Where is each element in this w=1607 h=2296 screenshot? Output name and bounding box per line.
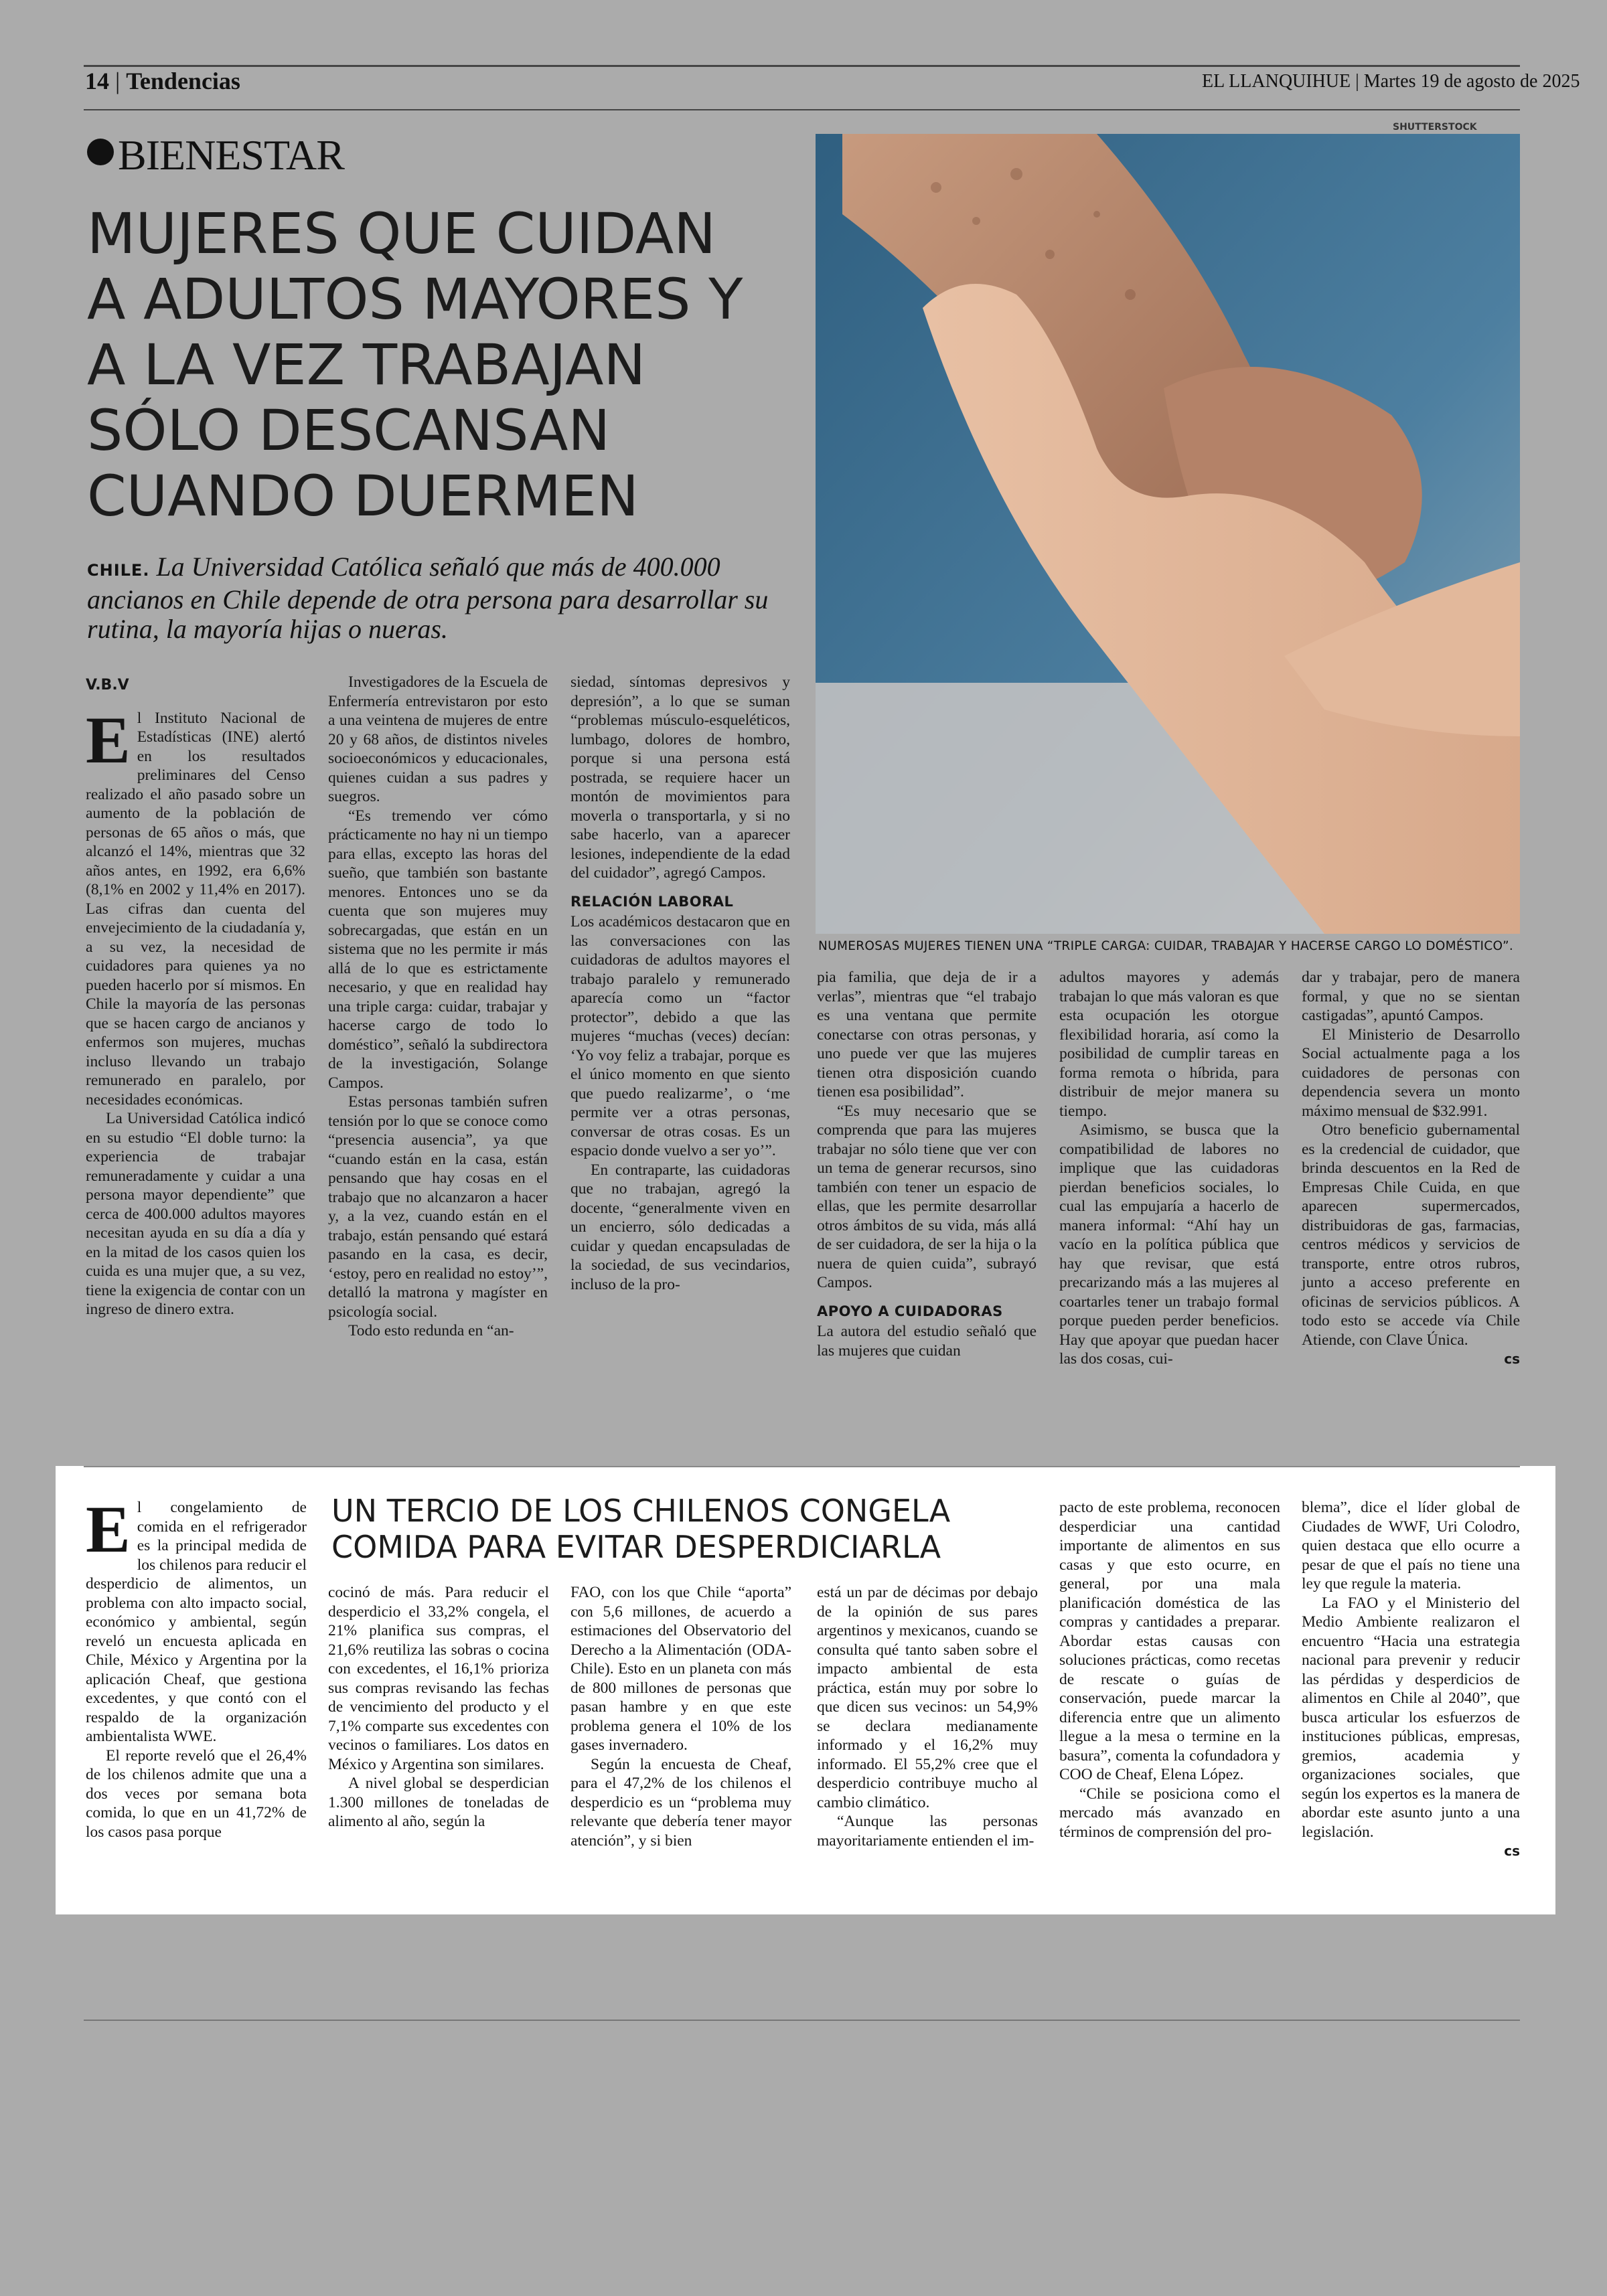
page-number: 14 <box>85 68 109 94</box>
dateline-divider: | <box>1355 71 1364 92</box>
paragraph: Según la encuesta de Cheaf, para el 47,2% de los chilenos el desperdicio es un “problema muy relevante que debería tener mayor atención”, y si bien <box>570 1755 791 1850</box>
paragraph: A nivel global se desperdician 1.300 millones de toneladas de alimento al año, según la <box>328 1775 549 1830</box>
paragraph: Investigadores de la Escuela de Enfermería entrevistaron por esto a una veintena de mujeres de entre 20 y 68 años, de distintos niveles socioeconómicos y educacionales, quienes cuidan a sus padres y suegros. <box>328 673 548 805</box>
sidebar-headline-line: COMIDA PARA EVITAR DESPERDICIARLA <box>331 1529 941 1565</box>
byline: V.B.V <box>86 677 129 693</box>
paragraph: siedad, síntomas depresivos y depresión”, a lo que se suman “problemas músculo-esqueléticos, lumbago, dolores de hombro, porque si una persona está postrada, se requiere hacer un montón de movimientos para moverla o transportarla, y si no sabe hacerlo, van a aparecer lesiones, independiente de la edad del cuidador”, agregó Campos. <box>570 673 790 882</box>
paragraph: cocinó de más. Para reducir el desperdicio el 33,2% congela, el 21% planifica sus compras, el 21,6% reutiliza las sobras o cocina con excedentes, el 16,1% prioriza sus compras revisando las fechas de vencimiento del producto y el 7,1% comparte sus excedentes con vecinos o familiares. Los datos en México y Argentina son similares. <box>328 1584 549 1773</box>
headline-line: SÓLO DESCANSAN <box>87 398 611 463</box>
paragraph: La Universidad Católica indicó en su estudio “El doble turno: la experiencia de trabajar remuneradamente y cuidar a una persona mayor dependiente” que cerca de 400.000 adultos mayores necesitan ayuda en su día a día y en la mitad de los casos quien los cuida es una mujer que, a su vez, tiene la exigencia de contar con un ingreso de dinero extra. <box>86 1110 305 1318</box>
paragraph: “Aunque las personas mayoritariamente entienden el im- <box>817 1813 1038 1850</box>
article-column-2 <box>328 673 548 1341</box>
headline-line: A LA VEZ TRABAJAN <box>87 332 646 398</box>
paragraph: Otro beneficio gubernamental es la credencial de cuidador, que brinda descuentos en la Red de Empresas Chile Cuida, en que aparecen supermercados, distribuidoras de gas, farmacias, centros médicos y servicios de transporte, entre otros rubros, junto a acceso preferente en oficinas de servicios públicos. A todo esto se accede vía Chile Atiende, con Clave Única. <box>1302 1121 1520 1349</box>
article-headline <box>87 201 797 529</box>
newspaper-name: EL LLANQUIHUE <box>1202 71 1351 92</box>
hands-photo <box>816 134 1520 934</box>
article-column-6 <box>1302 968 1520 1369</box>
article-column-1 <box>86 676 305 1319</box>
subhead: APOYO A CUIDADORAS <box>817 1303 1003 1319</box>
article-column-3 <box>570 673 790 1294</box>
subhead: RELACIÓN LABORAL <box>570 893 734 910</box>
bottom-rule <box>84 2020 1520 2021</box>
sidebar-headline-line: UN TERCIO DE LOS CHILENOS CONGELA <box>331 1493 951 1529</box>
sidebar-rule <box>84 1466 1520 1467</box>
end-mark <box>1302 1841 1520 1861</box>
sidebar-column-3 <box>570 1583 791 1850</box>
paragraph: La FAO y el Ministerio del Medio Ambiente realizaron el encuentro “Hacia una estrategia nacional para prevenir y reducir las pérdidas y desperdicios de alimentos en Chile al 2040”, que busca articular los esfuerzos de instituciones públicas, empresas, gremios, academia y organizaciones sociales, que según los expertos es la manera de abordar este asunto junto a una legislación. <box>1302 1594 1520 1841</box>
headline-line: CUANDO DUERMEN <box>87 463 639 529</box>
sidebar-column-5 <box>1059 1498 1280 1841</box>
paragraph: “Es muy necesario que se comprenda que para las mujeres trabajar no sólo tiene que ver con un tema de generar recursos, sino también con tener un espacio de ellas, que les permite desarrollar otros ámbitos de su vida, más allá de ser cuidadora, de ser la hija o la nuera de quien cuida”, subrayó Campos. <box>817 1102 1037 1291</box>
hands-illustration <box>816 134 1520 934</box>
paragraph: “Es tremendo ver cómo prácticamente no hay ni un tiempo para ellas, excepto las horas del sueño, que también son bastante menores. Entonces uno se da cuenta que son mujeres muy sobrecargadas, que están en un sistema que no les permite ir más allá de lo que es estrictamente necesario, y que en realidad hay una triple carga: cuidar, trabajar y hacerse cargo de todo lo doméstico”, señaló la subdirectora de la investigación, Solange Campos. <box>328 807 548 1092</box>
bullet-icon <box>87 139 114 165</box>
deck-text: La Universidad Católica señaló que más de 400.000 ancianos en Chile depende de otra persona para desarrollar su rutina, la mayoría hijas o nueras. <box>87 552 769 644</box>
article-deck <box>87 552 797 644</box>
drop-cap: E <box>86 702 131 777</box>
paragraph: dar y trabajar, pero de manera formal, y que no se sientan castigadas”, apuntó Campos. <box>1302 969 1520 1024</box>
paragraph: “Chile se posiciona como el mercado más avanzado en términos de comprensión del pro- <box>1059 1785 1280 1841</box>
photo-caption: NUMEROSAS MUJERES TIENEN UNA “TRIPLE CARGA: CUIDAR, TRABAJAR Y HACERSE CARGO LO DOMÉSTICO”. <box>818 939 1514 953</box>
end-mark-icon: cs <box>1504 1843 1520 1859</box>
kicker-text: BIENESTAR <box>118 131 344 179</box>
page-folio <box>85 67 240 95</box>
article-column-4 <box>817 968 1037 1360</box>
headline-line: A ADULTOS MAYORES Y <box>87 266 743 332</box>
end-mark-icon: cs <box>1504 1351 1520 1367</box>
paragraph: FAO, con los que Chile “aporta” con 5,6 millones, de acuerdo a estimaciones del Observatorio del Derecho a la Alimentación (ODA-Chile). Esto en un planeta con más de 800 millones de personas que pasan hambre y en que este problema genera el 10% de los gases invernadero. <box>570 1584 791 1754</box>
sidebar-column-6 <box>1302 1498 1520 1861</box>
paragraph: l Instituto Nacional de Estadísticas (INE) alertó en los resultados preliminares del Censo realizado el año pasado sobre un aumento de la población de personas de 65 años o más, que alcanzó el 14%, mientras que 32 años antes, en 1992, era 6,6% (8,1% en 2002 y 11,4% en 2017). Las cifras dan cuenta del envejecimiento de la ciudadanía y, a su vez, la necesidad de cuidadores para quienes ya no pueden hacerlo por sí mismos. En Chile la mayoría de las personas que se hacen cargo de ancianos y enfermos son mujeres, muchas incluso llevando un trabajo remunerado en paralelo, por necesidades económicas. <box>86 709 305 1109</box>
paragraph: Estas personas también sufren tensión por lo que se conoce como “presencia ausencia”, ya que “cuando están en la casa, están pensando que hay cosas en el trabajo que no alcanzaron a hacer y, a la vez, cuando están en el trabajo, están pensando qué estará pasando en la casa, es decir, ‘estoy, pero en realidad no estoy’”, detalló la matrona y magíster en psicología social. <box>328 1093 548 1321</box>
sidebar-column-4 <box>817 1583 1038 1850</box>
header-rule <box>84 109 1520 110</box>
folio-divider: | <box>115 68 127 94</box>
top-rule <box>84 65 1520 67</box>
article-kicker <box>87 131 344 180</box>
article-column-5 <box>1059 968 1279 1369</box>
sidebar-column-1 <box>86 1492 307 1841</box>
paragraph: pacto de este problema, reconocen desperdiciar una cantidad importante de alimentos en sus casas y que esto ocurre, en general, por una mala planificación doméstica de las compras y cantidades a preparar. Abordar estas causas con soluciones prácticas, como recetas de rescate o guías de conservación, puede marcar la diferencia entre que un alimento llegue a la mesa o termine en la basura”, comenta la cofundadora y COO de Cheaf, Elena López. <box>1059 1499 1280 1783</box>
paragraph: El reporte reveló que el 26,4% de los chilenos admite que una a dos veces por semana bota comida, lo que en un 41,72% de los casos pasa porque <box>86 1746 307 1841</box>
paragraph: La autora del estudio señaló que las mujeres que cuidan <box>817 1323 1037 1360</box>
paragraph: El Ministerio de Desarrollo Social actualmente paga a los cuidadores de personas con dependencia severa un monto máximo mensual de $32.991. <box>1302 1026 1520 1120</box>
paragraph: está un par de décimas por debajo de la opinión de sus pares argentinos y mexicanos, cuando se consulta qué tanto saben sobre el impacto ambiental de esta práctica, están muy por sobre lo que dicen sus vecinos: un 54,9% se declara medianamente informado y el 16,2% muy informado. El 55,2% cree que el desperdicio contribuye mucho al cambio climático. <box>817 1584 1038 1811</box>
newspaper-dateline <box>1202 71 1580 92</box>
paragraph: Todo esto redunda en “an- <box>348 1322 514 1339</box>
paragraph: l congelamiento de comida en el refrigerador es la principal medida de los chilenos para reducir el desperdicio de alimentos, un problema con alto impacto social, económico y ambiental, según reveló un encuesta aplicada en Chile, México y Argentina por la aplicación Cheaf, que gestiona excedentes, y que contó con el respaldo de la organización ambientalista WWE. <box>86 1499 307 1745</box>
paragraph: adultos mayores y además trabajan lo que más valoran es que esta ocupación les otorgue flexibilidad horaria, así como la posibilidad de cumplir tareas en forma remota o híbrida, para distribuir de mejor manera su tiempo. <box>1059 969 1279 1120</box>
section-name: Tendencias <box>126 68 240 94</box>
paragraph: Los académicos destacaron que en las conversaciones con las cuidadoras de adultos mayores el trabajo paralelo y remunerado aparecía como un “factor protector”, debido a que las mujeres “muchas (veces) decían: ‘Yo voy feliz a trabajar, porque es el único momento en que siento que puedo realizarme’, o ‘me permite ver a otras personas, conversar de otras cosas. Es un espacio donde vuelvo a ser yo’”. <box>570 913 790 1159</box>
paragraph: pia familia, que deja de ir a verlas”, mientras que “el trabajo es una ventana que permite conectarse con otras personas, y uno puede ver que las mujeres tienen otra disposición cuando tienen esa posibilidad”. <box>817 969 1037 1100</box>
sidebar-column-2 <box>328 1583 549 1831</box>
paragraph: Asimismo, se busca que la compatibilidad de labores no implique que las cuidadoras pierdan beneficios sociales, lo cual las empujaría a hacerlo de manera informal: “Ahí hay un vacío en la política pública que hay que revisar, que está precarizando más a las mujeres al coartarles tener un trabajo formal porque pueden perder beneficios. Hay que apoyar que puedan hacer las dos cosas, cui- <box>1059 1121 1279 1368</box>
end-mark <box>1302 1349 1520 1369</box>
photo-credit: SHUTTERSTOCK <box>1393 122 1477 133</box>
issue-date: Martes 19 de agosto de 2025 <box>1363 71 1580 92</box>
paragraph: blema”, dice el líder global de Ciudades de WWF, Uri Colodro, quien destaca que ello ocurre a pesar de que el país no tiene una ley que regule la materia. <box>1302 1499 1520 1592</box>
headline-line: MUJERES QUE CUIDAN <box>87 201 716 266</box>
paragraph: En contraparte, las cuidadoras que no trabajan, agregó la docente, “generalmente viven en un encierro, sólo dedicadas a cuidar y quedan encapsuladas de la sociedad, de sus vecindarios, incluso de la pro- <box>570 1161 790 1293</box>
deck-location: CHILE. <box>87 561 150 580</box>
sidebar-headline <box>331 1493 1041 1565</box>
drop-cap: E <box>86 1492 131 1566</box>
